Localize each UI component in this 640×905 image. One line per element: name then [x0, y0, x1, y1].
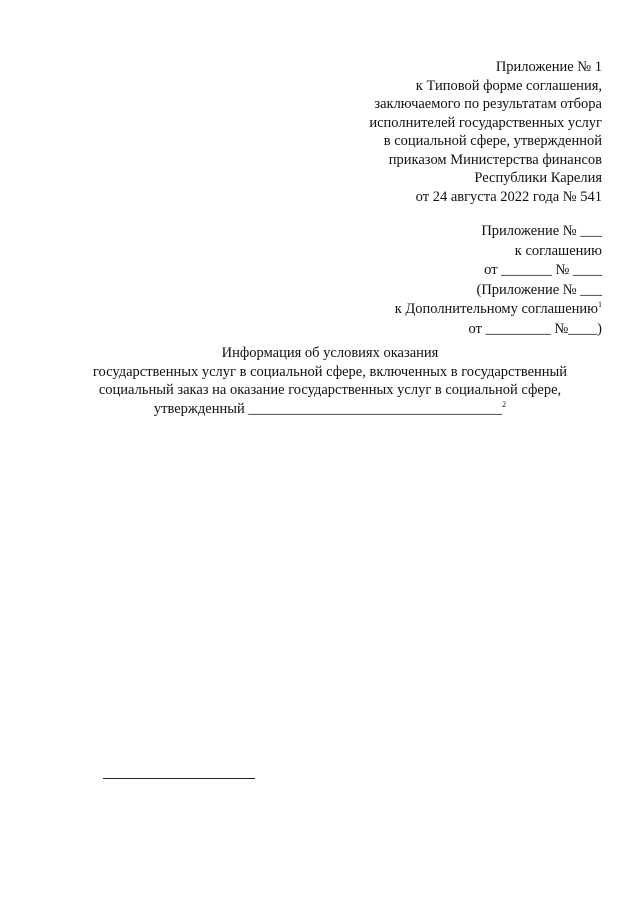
title-line: Информация об условиях оказания [221, 345, 439, 361]
title-approved-text: утвержденный ___________________________________ [153, 400, 503, 417]
appendix-agreement-line: к соглашению [514, 242, 602, 259]
annex-header-line: Республики Карелия [474, 170, 602, 186]
title-line: социальный заказ на оказание государственных услуг в социальной сфере, [98, 382, 562, 398]
appendix-sub-date-line: от _________ №____) [468, 320, 602, 337]
appendix-number-line: Приложение № ___ [481, 223, 602, 239]
annex-header-line: в социальной сфере, утвержденной [383, 133, 602, 149]
document-title [50, 344, 610, 418]
footnote-marker: 2 [502, 399, 507, 409]
title-line-approved [50, 400, 610, 419]
annex-header-line: исполнителей государственных услуг [369, 114, 602, 131]
appendix-additional-agreement-text: к Дополнительному соглашению [394, 301, 598, 317]
appendix-date-line: от _______ № ____ [484, 262, 602, 278]
annex-header-line: приказом Министерства финансов [388, 151, 602, 168]
annex-header-line: к Типовой форме соглашения, [415, 77, 602, 94]
annex-header-line: от 24 августа 2022 года № 541 [415, 188, 602, 205]
appendix-block [272, 222, 602, 339]
appendix-additional-agreement-line [272, 300, 602, 320]
footnote-separator [103, 778, 255, 779]
footnote-marker: 1 [598, 300, 602, 310]
annex-header-line: Приложение № 1 [495, 59, 602, 75]
appendix-sub-number-line: (Приложение № ___ [476, 281, 602, 298]
annex-header [272, 58, 602, 206]
annex-header-line: заключаемого по результатам отбора [374, 96, 602, 112]
title-line: государственных услуг в социальной сфере, включенных в государственный [92, 363, 568, 380]
